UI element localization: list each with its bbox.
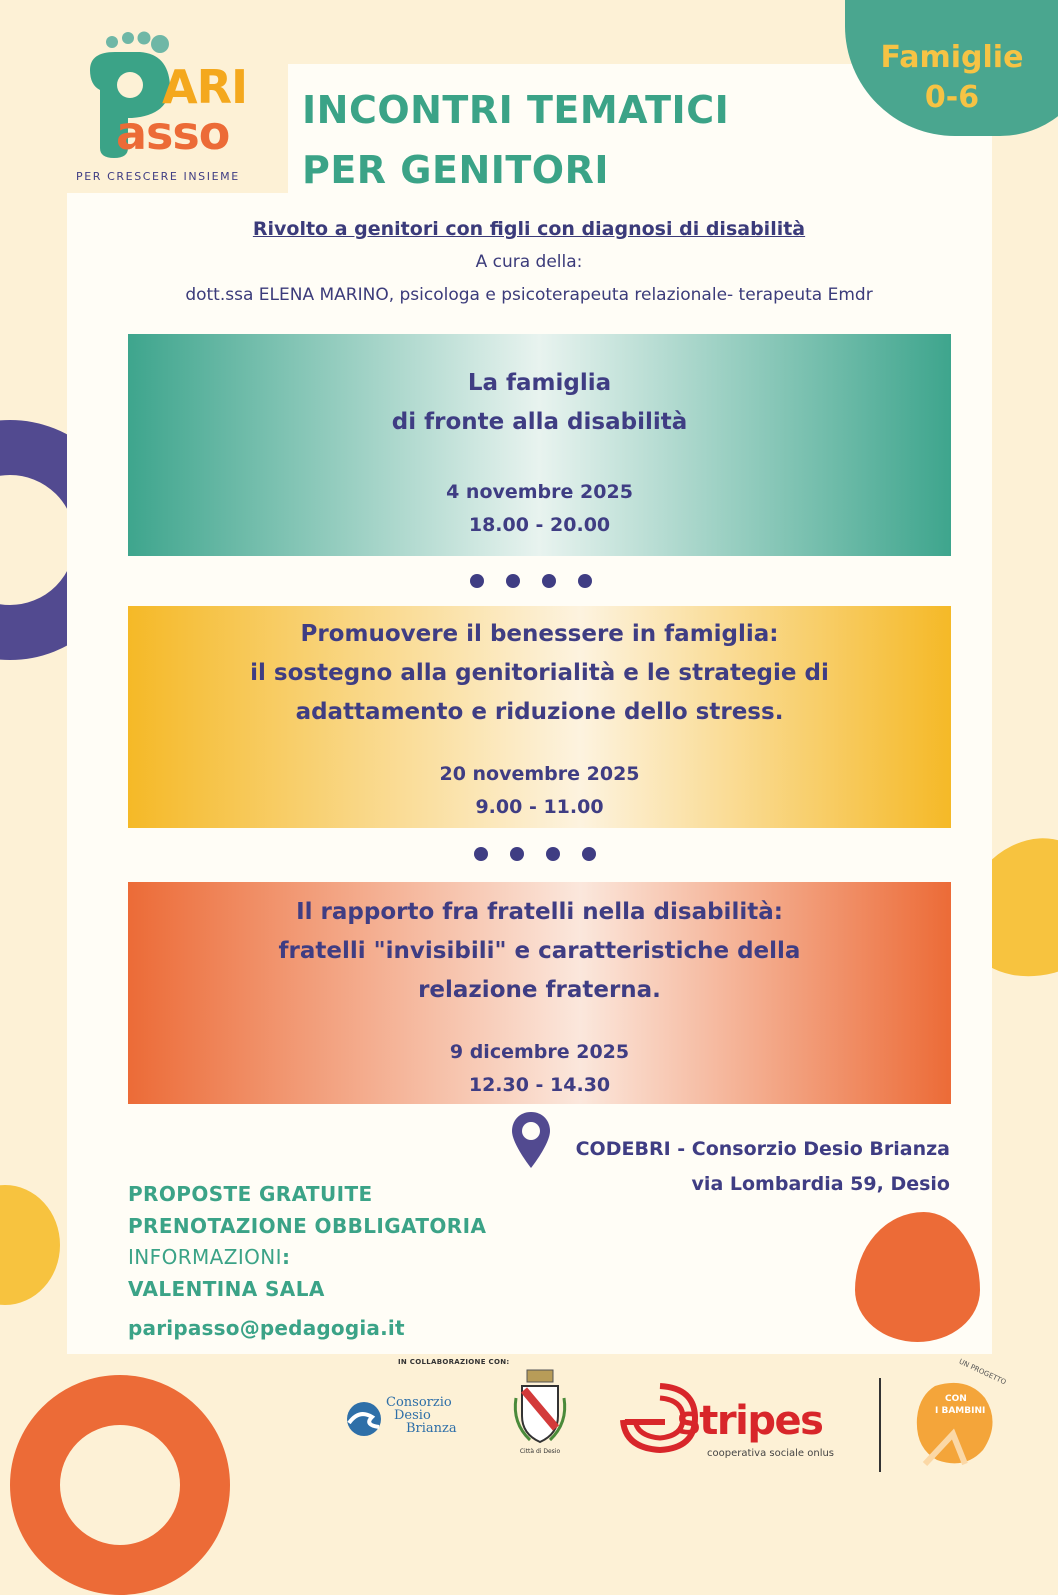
orange-ring-decoration bbox=[10, 1375, 230, 1595]
logo-word-bottom: asso bbox=[116, 106, 230, 160]
con-i-bambini-logo: UN PROGETTO CON I BAMBINI bbox=[905, 1368, 1025, 1488]
yellow-blob-left-decoration bbox=[0, 1185, 60, 1305]
collaboration-label: IN COLLABORAZIONE CON: bbox=[398, 1358, 510, 1366]
session-2-date: 20 novembre 2025 bbox=[439, 763, 640, 785]
speaker-line: dott.ssa ELENA MARINO, psicologa e psicoterapeuta relazionale- terapeuta Emdr bbox=[185, 285, 873, 305]
session-1-card bbox=[128, 334, 951, 556]
session-2-card bbox=[128, 606, 951, 828]
page-title: INCONTRI TEMATICI PER GENITORI bbox=[302, 88, 730, 192]
audience-line: Rivolto a genitori con figli con diagnosi di disabilità bbox=[252, 218, 806, 240]
audience-badge-text: Famiglie 0-6 bbox=[880, 40, 1024, 115]
session-1-title: di fronte alla disabilità bbox=[391, 409, 688, 435]
session-2-title: Promuovere il benessere in famiglia: bbox=[300, 621, 779, 647]
free-label: PROPOSTE GRATUITE bbox=[128, 1182, 373, 1206]
location-name: CODEBRI - Consorzio Desio Brianza bbox=[575, 1138, 950, 1160]
session-1-time: 18.00 - 20.00 bbox=[468, 514, 611, 536]
session-2-title: adattamento e riduzione dello stress. bbox=[295, 699, 784, 725]
location-address: via Lombardia 59, Desio bbox=[691, 1173, 950, 1195]
session-3-title: relazione fraterna. bbox=[418, 977, 661, 1003]
session-1-title: La famiglia bbox=[467, 370, 612, 396]
booking-label: PRENOTAZIONE OBBLIGATORIA bbox=[128, 1214, 487, 1238]
session-2-time: 9.00 - 11.00 bbox=[475, 796, 604, 818]
session-3-time: 12.30 - 14.30 bbox=[468, 1074, 611, 1096]
footer-divider bbox=[879, 1378, 881, 1472]
contact-name: VALENTINA SALA bbox=[128, 1277, 325, 1301]
consorzio-logo: Consorzio Desio Brianza bbox=[344, 1395, 474, 1443]
session-1-date: 4 novembre 2025 bbox=[446, 481, 633, 503]
session-3-date: 9 dicembre 2025 bbox=[449, 1041, 630, 1063]
coat-of-arms-icon bbox=[510, 1368, 570, 1448]
stripes-logo: stripes cooperativa sociale onlus bbox=[615, 1378, 865, 1468]
session-3-title: fratelli "invisibili" e caratteristiche della bbox=[278, 938, 801, 964]
session-2-title: il sostegno alla genitorialità e le strategie di bbox=[250, 660, 829, 686]
session-3-card bbox=[128, 882, 951, 1104]
contact-email-link[interactable]: paripasso@pedagogia.it bbox=[128, 1316, 405, 1340]
logo-word-top: ARI bbox=[162, 60, 248, 114]
logo-tagline: PER CRESCERE INSIEME bbox=[76, 170, 240, 183]
wave-icon bbox=[344, 1399, 388, 1439]
con-i-bambini-icon bbox=[905, 1368, 1015, 1478]
separator-dots bbox=[470, 574, 592, 588]
info-label: INFORMAZIONI: bbox=[128, 1245, 291, 1269]
separator-dots bbox=[474, 847, 596, 861]
desio-coat-of-arms: Città di Desio bbox=[510, 1368, 570, 1458]
curated-by-line: A cura della: bbox=[475, 252, 583, 272]
session-3-title: Il rapporto fra fratelli nella disabilità: bbox=[296, 899, 783, 925]
